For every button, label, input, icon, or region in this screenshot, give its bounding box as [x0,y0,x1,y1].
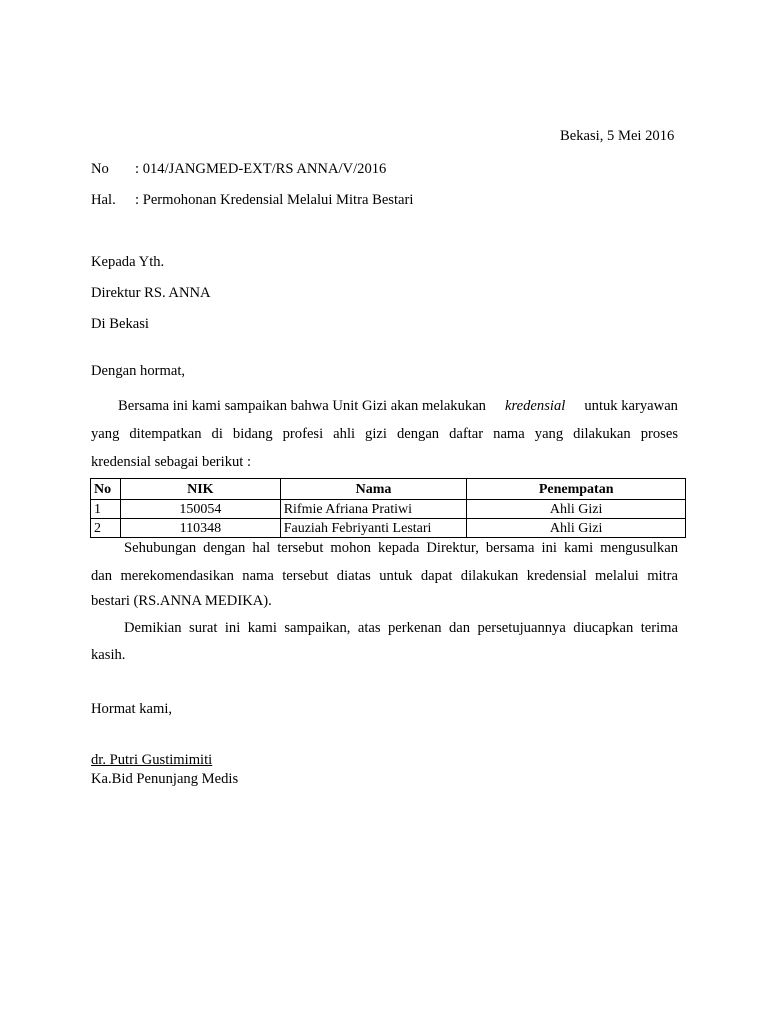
recipient-line-2: Direktur RS. ANNA [91,285,211,301]
para1-line-3: kredensial sebagai berikut : [91,454,252,470]
table-row [91,500,686,519]
para1-emphasis: kredensial [505,398,566,414]
employee-table [90,478,686,538]
para1-line-1 [118,399,678,414]
recipient-line-1: Kepada Yth. [91,254,165,270]
para1-line-2: yang ditempatkan di bidang profesi ahli gizi dengan daftar nama yang dilakukan proses [91,426,678,442]
row-nik: 110348 [120,519,280,538]
row-penempatan: Ahli Gizi [467,500,686,519]
closing: Hormat kami, [91,701,173,717]
header-nik: NIK [120,479,280,500]
header-no: No [91,479,121,500]
salutation: Dengan hormat, [91,363,186,379]
para2-line-2: dan merekomendasikan nama tersebut diatas untuk dapat dilakukan kredensial melalui mitra [91,568,678,584]
para2-line-1: Sehubungan dengan hal tersebut mohon kepada Direktur, bersama ini kami mengusulkan [124,540,678,556]
row-nama: Fauziah Febriyanti Lestari [280,519,467,538]
para2-line-3: bestari (RS.ANNA MEDIKA). [91,593,272,609]
row-no: 2 [91,519,121,538]
row-nama: Rifmie Afriana Pratiwi [280,500,467,519]
para3-line-2: kasih. [91,647,126,663]
subject-value: : Permohonan Kredensial Melalui Mitra Bestari [135,192,414,208]
table-row [91,519,686,538]
signatory-name: dr. Putri Gustimimiti [91,752,213,768]
table-header-row [91,479,686,500]
signatory-title: Ka.Bid Penunjang Medis [91,771,239,787]
number-label: No [91,161,109,177]
para3-line-1: Demikian surat ini kami sampaikan, atas perkenan dan persetujuannya diucapkan terima [124,620,678,636]
place-date: Bekasi, 5 Mei 2016 [560,128,675,144]
header-penempatan: Penempatan [467,479,686,500]
header-nama: Nama [280,479,467,500]
para1-line-1-start: Bersama ini kami sampaikan bahwa Unit Gizi akan melakukan [118,398,486,414]
row-nik: 150054 [120,500,280,519]
para1-line-1-end: untuk karyawan [584,398,678,414]
recipient-line-3: Di Bekasi [91,316,149,332]
row-penempatan: Ahli Gizi [467,519,686,538]
row-no: 1 [91,500,121,519]
subject-label: Hal. [91,192,116,208]
number-value: : 014/JANGMED-EXT/RS ANNA/V/2016 [135,161,387,177]
